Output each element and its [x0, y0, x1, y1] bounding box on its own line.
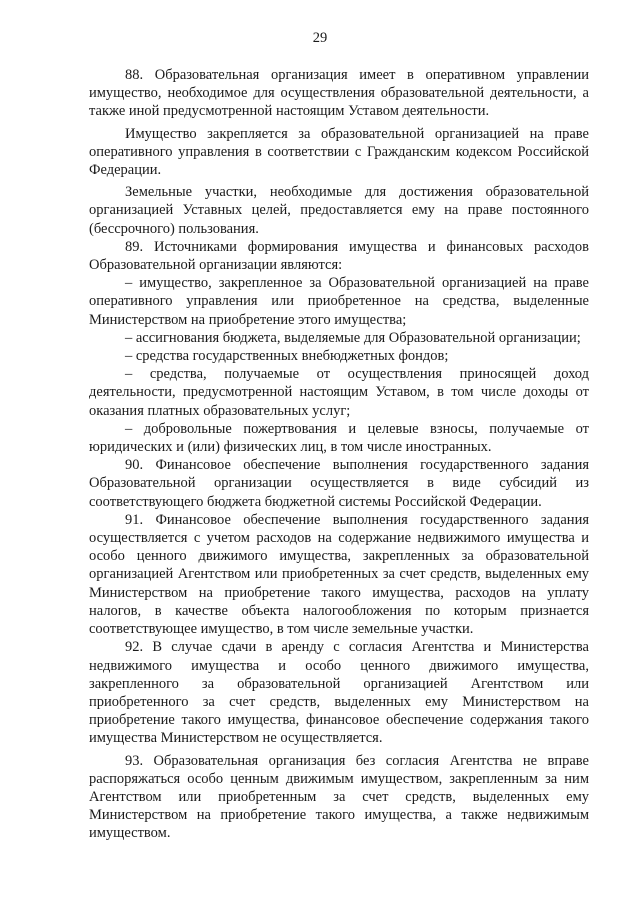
paragraph-89: 89. Источниками формирования имущества и финансовых расходов Образовательной организации являются:: [89, 238, 589, 274]
paragraph-92: 92. В случае сдачи в аренду с согласия Агентства и Министерства недвижимого имущества и особо ценного движимого имущества, закрепленного за образовательной организацией Агентством или приобретенного за счет средств, выделенных ему Министерством на приобретение такого имущества, финансовое обеспечение содержания такого имущества Министерством не осуществляется.: [89, 639, 589, 747]
paragraph-property-assignment: Имущество закрепляется за образовательной организацией на праве оперативного управления в соответствии с Гражданским кодексом Российской Федерации.: [89, 125, 589, 179]
paragraph-88: 88. Образовательная организация имеет в оперативном управлении имущество, необходимое для осуществления образовательной деятельности, а также иной предусмотренной настоящим Уставом деятельности.: [89, 67, 589, 120]
paragraph-90: 90. Финансовое обеспечение выполнения государственного задания Образовательной организации осуществляется в виде субсидий из соответствующего бюджета бюджетной системы Российской Федерации.: [89, 457, 589, 510]
list-item-income: – средства, получаемые от осуществления приносящей доход деятельности, предусмотренной настоящим Уставом, в том числе доходы от оказания платных образовательных услуг;: [89, 366, 589, 419]
page-number: 29: [312, 30, 328, 46]
list-item-budget: – ассигнования бюджета, выделяемые для Образовательной организации;: [125, 329, 581, 346]
list-item-donations: – добровольные пожертвования и целевые взносы, получаемые от юридических и (или) физических лиц, в том числе иностранных.: [89, 420, 589, 456]
paragraph-land-plots: Земельные участки, необходимые для достижения образовательной организацией Уставных целей, предоставляется ему на праве постоянного (бессрочного) пользования.: [89, 184, 589, 237]
list-item-funds: – средства государственных внебюджетных фондов;: [125, 348, 449, 365]
paragraph-91: 91. Финансовое обеспечение выполнения государственного задания осуществляется с учетом расходов на содержание недвижимого имущества и особо ценного движимого имущества, закрепленных за образовательной организацией Агентством или приобретенных за счет средств, выделенных ему Министерством на приобретение такого имущества, расходов на уплату налогов, в качестве объекта налогообложения по которым признается соответствующее имущество, в том числе земельные участки.: [89, 511, 589, 638]
document-body: [89, 66, 589, 843]
paragraph-93: 93. Образовательная организация без согласия Агентства не вправе распоряжаться особо ценным движимым имуществом, закрепленным за ним Агентством или приобретенным за счет средств, выделенных ему Министерством на приобретение такого имущества, а также недвижимым имуществом.: [89, 752, 589, 842]
list-item-property: – имущество, закрепленное за Образовательной организацией на праве оперативного управления или приобретенное на средства, выделенные Министерством на приобретение этого имущества;: [89, 275, 589, 328]
